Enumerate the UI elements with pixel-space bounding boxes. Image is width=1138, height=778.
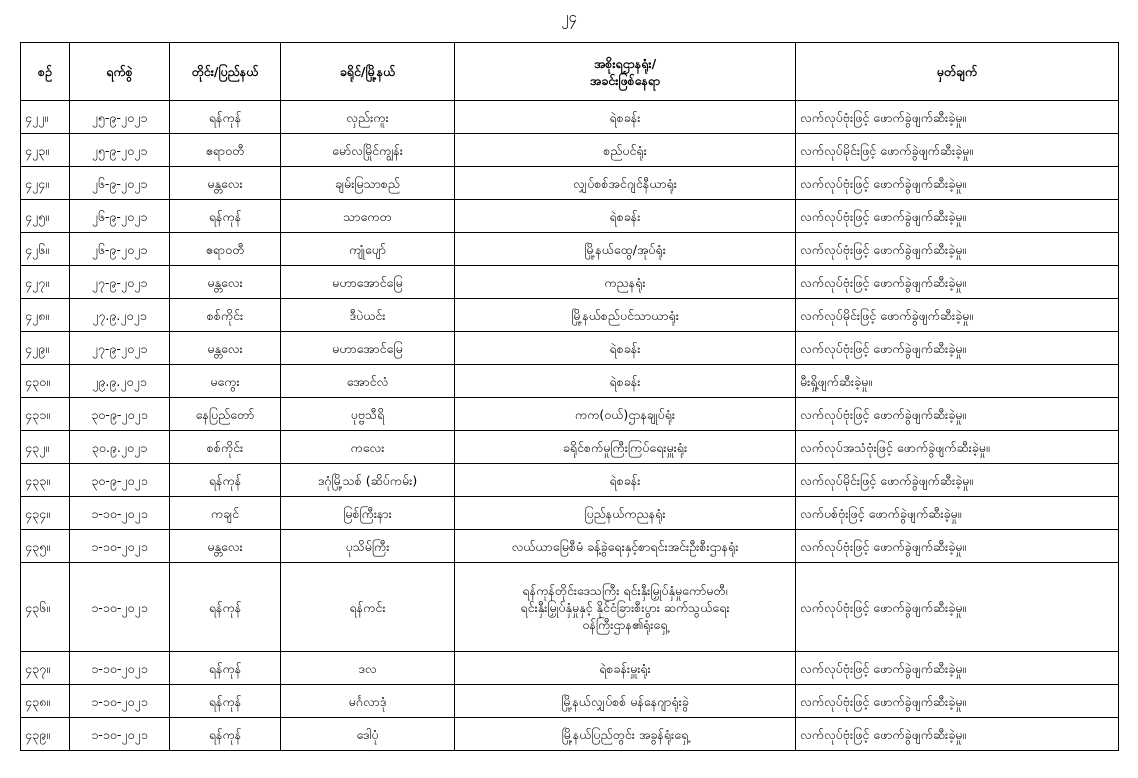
cell-date: ၃၀.၉.၂၀၂၁ <box>70 431 170 464</box>
cell-target: ရဲစခန်းမှူးရုံး <box>455 652 796 685</box>
cell-region: စစ်ကိုင်း <box>170 299 281 332</box>
header-target-line-1: အစိုးရဌာနရုံး/ <box>593 55 657 71</box>
cell-township: ပုသိမ်ကြီး <box>281 530 455 563</box>
cell-township: ဒီပဲယင်း <box>281 299 455 332</box>
cell-remark: လက်လုပ်ဗုံးဖြင့် ဖောက်ခွဲဖျက်ဆီးခဲ့မှု။ <box>796 233 1119 266</box>
cell-target: မြို့နယ်လျှပ်စစ် မန်နေဂျာရုံးခွဲ <box>455 685 796 718</box>
cell-target <box>455 563 796 652</box>
page-number: ၂၄ <box>561 8 577 26</box>
cell-region: ရန်ကုန် <box>170 563 281 652</box>
cell-no: ၄၃၉။ <box>21 718 70 751</box>
cell-remark: လက်လုပ်ဗုံးဖြင့် ဖောက်ခွဲဖျက်ဆီးခဲ့မှု။ <box>796 652 1119 685</box>
cell-township: မော်လမြိုင်ကျွန်း <box>281 134 455 167</box>
cell-remark: မီးရှို့ဖျက်ဆီးခဲ့မှု။ <box>796 365 1119 398</box>
cell-remark: လက်လုပ်ဗုံးဖြင့် ဖောက်ခွဲဖျက်ဆီးခဲ့မှု။ <box>796 398 1119 431</box>
cell-township: သာကေတ <box>281 200 455 233</box>
cell-target-line: ရန်ကုန်တိုင်းဒေသကြီး ရင်းနှီးမြှုပ်နှံမှုကော်မတီ၊ <box>522 582 728 598</box>
cell-target: ကက(ဝယ်)ဌာနချုပ်ရုံး <box>455 398 796 431</box>
cell-date: ၁-၁၀-၂၀၂၁ <box>70 530 170 563</box>
cell-region: ရန်ကုန် <box>170 652 281 685</box>
cell-target: မြို့နယ်ထွေ/အုပ်ရုံး <box>455 233 796 266</box>
cell-date: ၂၆-၉-၂၀၂၁ <box>70 167 170 200</box>
cell-target: ရဲစခန်း <box>455 332 796 365</box>
cell-no: ၄၃၆။ <box>21 563 70 652</box>
table-row <box>21 299 1119 332</box>
cell-target: ရဲစခန်း <box>455 365 796 398</box>
cell-region: ဧရာဝတီ <box>170 134 281 167</box>
cell-township: မြစ်ကြီးနား <box>281 497 455 530</box>
cell-date: ၂၇.၉.၂၀၂၁ <box>70 299 170 332</box>
cell-remark: လက်လုပ်ဗုံးဖြင့် ဖောက်ခွဲဖျက်ဆီးခဲ့မှု။ <box>796 685 1119 718</box>
cell-date: ၂၆-၉-၂၀၂၁ <box>70 200 170 233</box>
table-row <box>21 101 1119 134</box>
cell-no: ၄၂၆။ <box>21 233 70 266</box>
cell-region: မန္တလေး <box>170 266 281 299</box>
cell-region: ရန်ကုန် <box>170 718 281 751</box>
table-row <box>21 685 1119 718</box>
cell-target: ခရိုင်စက်မှုကြီးကြပ်ရေးမှူးရုံး <box>455 431 796 464</box>
header-remark: မှတ်ချက် <box>796 43 1119 101</box>
cell-target: လယ်ယာမြေစီမံ ခန့်ခွဲရေးနှင့်စာရင်းအင်းဦးစီးဌာနရုံး <box>455 530 796 563</box>
header-target-line-2: အခင်းဖြစ်နေရာ <box>589 72 661 88</box>
table-row <box>21 200 1119 233</box>
cell-region: ရန်ကုန် <box>170 200 281 233</box>
cell-remark: လက်လုပ်ဗုံးဖြင့် ဖောက်ခွဲဖျက်ဆီးခဲ့မှု။ <box>796 530 1119 563</box>
cell-remark: လက်လုပ်ဗုံးဖြင့် ဖောက်ခွဲဖျက်ဆီးခဲ့မှု။ <box>796 200 1119 233</box>
cell-remark: လက်လုပ်အသံဗုံးဖြင့် ဖောက်ခွဲဖျက်ဆီးခဲ့မှု။ <box>796 431 1119 464</box>
cell-no: ၄၃၀။ <box>21 365 70 398</box>
cell-township: ကလေး <box>281 431 455 464</box>
header-target <box>455 43 796 101</box>
cell-region: ရန်ကုန် <box>170 685 281 718</box>
cell-region: ဧရာဝတီ <box>170 233 281 266</box>
cell-no: ၄၃၅။ <box>21 530 70 563</box>
header-no: စဉ် <box>21 43 70 101</box>
table-row <box>21 365 1119 398</box>
cell-date: ၁-၁၀-၂၀၂၁ <box>70 718 170 751</box>
cell-target: ပြည်နယ်ကညနရုံး <box>455 497 796 530</box>
table-row <box>21 431 1119 464</box>
cell-date: ၂၇-၉-၂၀၂၁ <box>70 332 170 365</box>
table-row <box>21 530 1119 563</box>
cell-no: ၄၃၁။ <box>21 398 70 431</box>
cell-target: ကညနရုံး <box>455 266 796 299</box>
table-row <box>21 652 1119 685</box>
cell-target: မြို့နယ်စည်ပင်သာယာရုံး <box>455 299 796 332</box>
cell-township: မဟာအောင်မြေ <box>281 332 455 365</box>
cell-region: ကချင် <box>170 497 281 530</box>
cell-no: ၄၃၈။ <box>21 685 70 718</box>
cell-date: ၂၉.၉.၂၀၂၁ <box>70 365 170 398</box>
cell-remark: လက်လုပ်ဗုံးဖြင့် ဖောက်ခွဲဖျက်ဆီးခဲ့မှု။ <box>796 266 1119 299</box>
cell-date: ၂၇-၉-၂၀၂၁ <box>70 266 170 299</box>
table-row <box>21 398 1119 431</box>
header-region: တိုင်း/ပြည်နယ် <box>170 43 281 101</box>
cell-remark: လက်လုပ်ဗုံးဖြင့် ဖောက်ခွဲဖျက်ဆီးခဲ့မှု။ <box>796 718 1119 751</box>
cell-remark: လက်လုပ်မိုင်းဖြင့် ဖောက်ခွဲဖျက်ဆီးခဲ့မှု။ <box>796 464 1119 497</box>
cell-region: ရန်ကုန် <box>170 464 281 497</box>
cell-date: ၂၅-၉-၂၀၂၁ <box>70 101 170 134</box>
cell-region: ရန်ကုန် <box>170 101 281 134</box>
table-row <box>21 266 1119 299</box>
cell-no: ၄၂၈။ <box>21 299 70 332</box>
cell-region: နေပြည်တော် <box>170 398 281 431</box>
cell-date: ၃၀-၉-၂၀၂၁ <box>70 398 170 431</box>
cell-region: မန္တလေး <box>170 167 281 200</box>
cell-no: ၄၃၇။ <box>21 652 70 685</box>
cell-no: ၄၃၄။ <box>21 497 70 530</box>
cell-remark: လက်ပစ်ဗုံးဖြင့် ဖောက်ခွဲဖျက်ဆီးခဲ့မှု။ <box>796 497 1119 530</box>
cell-target: လျှပ်စစ်အင်ဂျင်နီယာရုံး <box>455 167 796 200</box>
cell-region: မကွေး <box>170 365 281 398</box>
cell-township: မဟာအောင်မြေ <box>281 266 455 299</box>
cell-target: ရဲစခန်း <box>455 464 796 497</box>
cell-township: မင်္ဂလာဒုံ <box>281 685 455 718</box>
cell-township: ပုဗ္ဗသီရိ <box>281 398 455 431</box>
incident-table <box>20 42 1119 751</box>
cell-township: လှည်းကူး <box>281 101 455 134</box>
table-row <box>21 167 1119 200</box>
cell-target: စည်ပင်ရုံး <box>455 134 796 167</box>
table-row <box>21 497 1119 530</box>
cell-remark: လက်လုပ်မိုင်းဖြင့် ဖောက်ခွဲဖျက်ဆီးခဲ့မှု။ <box>796 134 1119 167</box>
cell-township: ဒလ <box>281 652 455 685</box>
cell-township: ဒေါပုံ <box>281 718 455 751</box>
cell-region: မန္တလေး <box>170 332 281 365</box>
cell-township: ချမ်းမြသာစည် <box>281 167 455 200</box>
header-township: ခရိုင်/မြို့နယ် <box>281 43 455 101</box>
cell-region: စစ်ကိုင်း <box>170 431 281 464</box>
cell-no: ၄၂၄။ <box>21 167 70 200</box>
table-header-row <box>21 43 1119 101</box>
table-row <box>21 464 1119 497</box>
cell-date: ၁-၁၀-၂၀၂၁ <box>70 685 170 718</box>
cell-no: ၄၂၉။ <box>21 332 70 365</box>
cell-township: ဒဂုံမြို့သစ် (ဆိပ်ကမ်း) <box>281 464 455 497</box>
cell-remark: လက်လုပ်မိုင်းဖြင့် ဖောက်ခွဲဖျက်ဆီးခဲ့မှု။ <box>796 299 1119 332</box>
cell-target-line: ရင်းနှီးမြှုပ်နှံမှုနှင့် နိုင်ငံခြားစီးပွား ဆက်သွယ်ရေး <box>520 599 730 615</box>
cell-target: ရဲစခန်း <box>455 101 796 134</box>
cell-date: ၂၅-၉-၂၀၂၁ <box>70 134 170 167</box>
cell-remark: လက်လုပ်ဗုံးဖြင့် ဖောက်ခွဲဖျက်ဆီးခဲ့မှု။ <box>796 332 1119 365</box>
cell-remark: လက်လုပ်ဗုံးဖြင့် ဖောက်ခွဲဖျက်ဆီးခဲ့မှု။ <box>796 167 1119 200</box>
cell-remark: လက်လုပ်ဗုံးဖြင့် ဖောက်ခွဲဖျက်ဆီးခဲ့မှု။ <box>796 563 1119 652</box>
table-row <box>21 233 1119 266</box>
cell-remark: လက်လုပ်ဗုံးဖြင့် ဖောက်ခွဲဖျက်ဆီးခဲ့မှု။ <box>796 101 1119 134</box>
cell-target-line: ဝန်ကြီးဌာန၏ရုံးရှေ့ <box>582 616 668 632</box>
cell-date: ၁-၁၀-၂၀၂၁ <box>70 652 170 685</box>
cell-township: ရန်ကင်း <box>281 563 455 652</box>
cell-target: ရဲစခန်း <box>455 200 796 233</box>
cell-date: ၂၆-၉-၂၀၂၁ <box>70 233 170 266</box>
cell-no: ၄၃၂။ <box>21 431 70 464</box>
header-date: ရက်စွဲ <box>70 43 170 101</box>
table-row <box>21 332 1119 365</box>
cell-no: ၄၂၂။ <box>21 101 70 134</box>
cell-target: မြို့နယ်ပြည်တွင်း အခွန်ရုံးရှေ့ <box>455 718 796 751</box>
table-row <box>21 718 1119 751</box>
cell-no: ၄၃၃။ <box>21 464 70 497</box>
cell-township: ကျုံပျော် <box>281 233 455 266</box>
table-row <box>21 134 1119 167</box>
cell-date: ၁-၁၀-၂၀၂၁ <box>70 497 170 530</box>
cell-date: ၃၀-၉-၂၀၂၁ <box>70 464 170 497</box>
table-row <box>21 563 1119 652</box>
cell-date: ၁-၁၀-၂၀၂၁ <box>70 563 170 652</box>
cell-region: မန္တလေး <box>170 530 281 563</box>
cell-no: ၄၂၃။ <box>21 134 70 167</box>
cell-no: ၄၂၅။ <box>21 200 70 233</box>
cell-township: အောင်လံ <box>281 365 455 398</box>
cell-no: ၄၂၇။ <box>21 266 70 299</box>
